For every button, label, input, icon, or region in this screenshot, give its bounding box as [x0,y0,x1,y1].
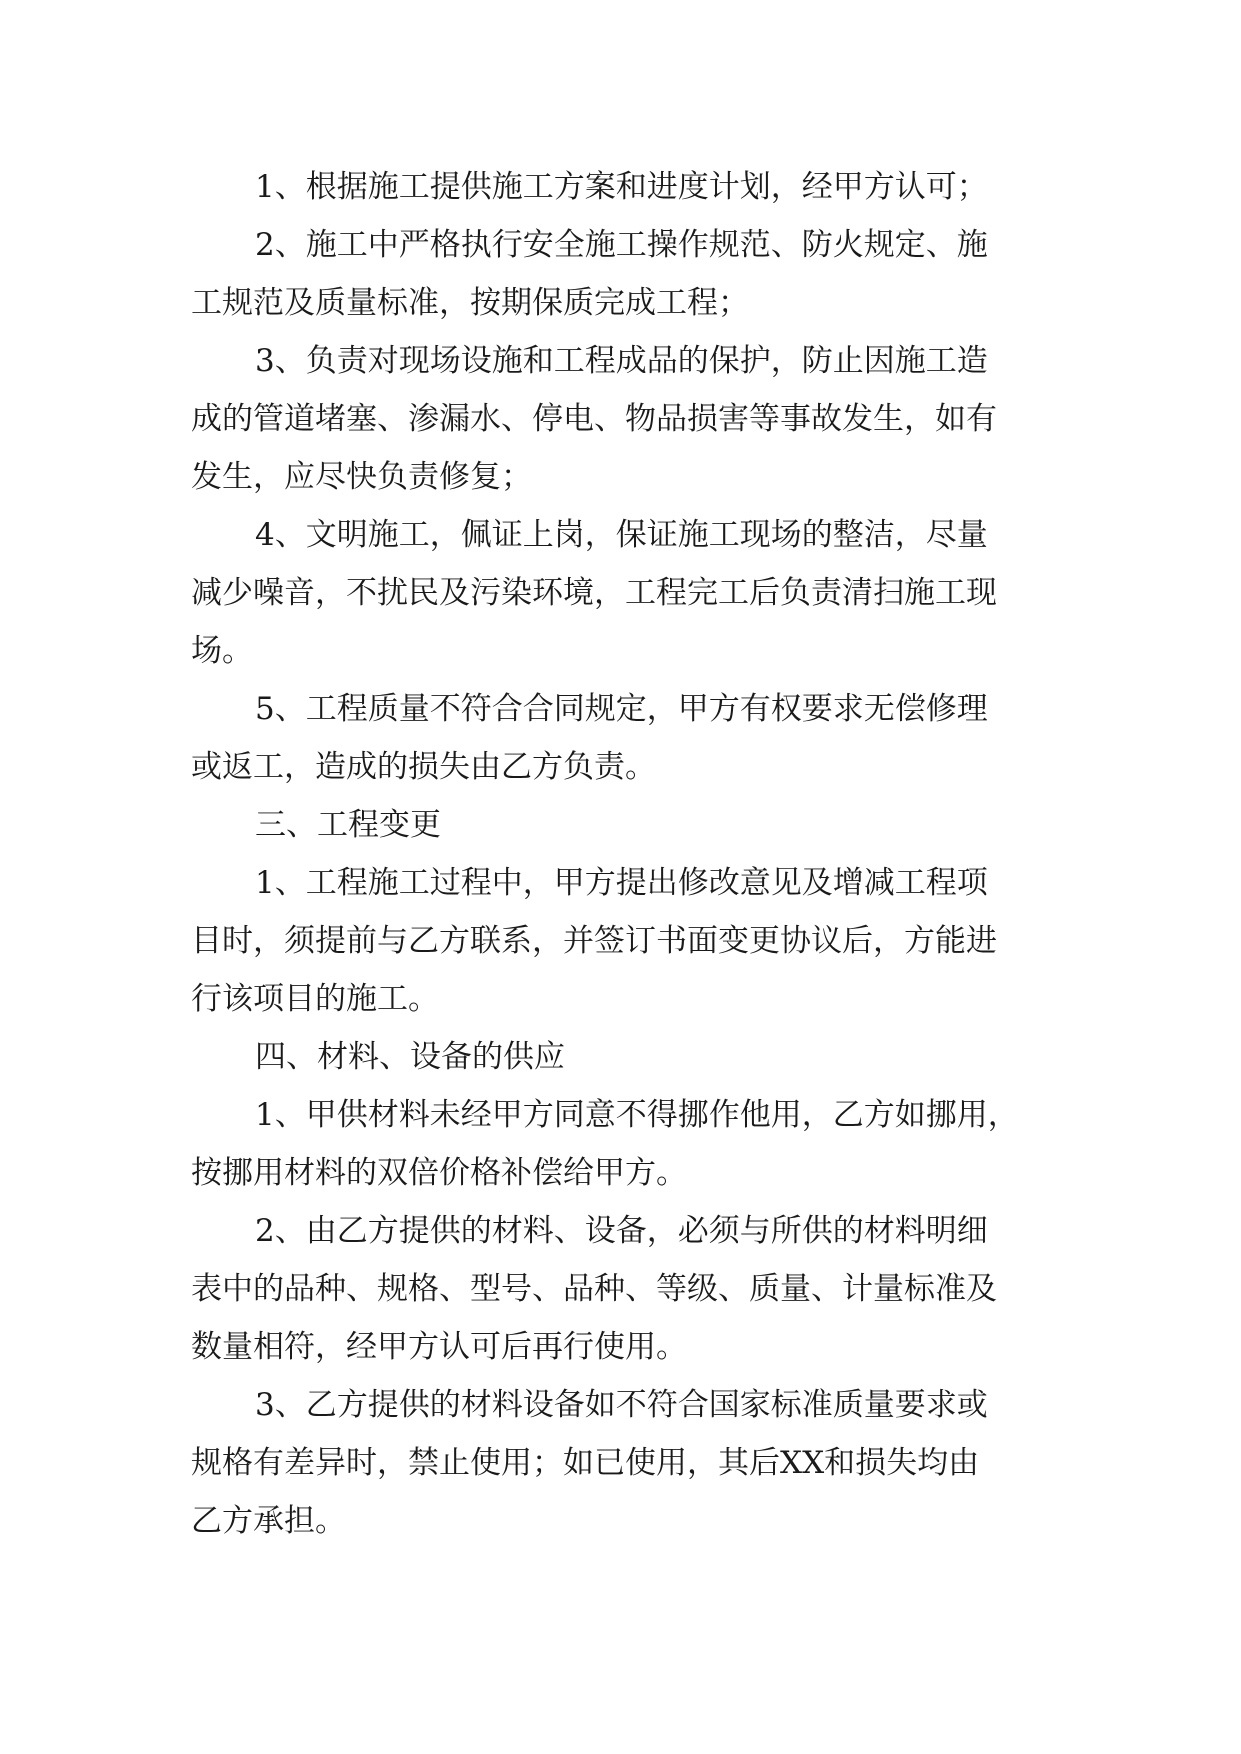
text-line: 工规范及质量标准，按期保质完成工程； [191,285,749,321]
text-line: 3、乙方提供的材料设备如不符合国家标准质量要求或 [255,1387,988,1423]
text-line: 数量相符，经甲方认可后再行使用。 [191,1329,687,1365]
text-line: 3、负责对现场设施和工程成品的保护，防止因施工造 [255,343,988,379]
text-line: 2、由乙方提供的材料、设备，必须与所供的材料明细 [255,1213,988,1249]
text-line: 4、文明施工，佩证上岗，保证施工现场的整洁，尽量 [255,517,988,553]
text-line: 1、甲供材料未经甲方同意不得挪作他用，乙方如挪用， [255,1097,1019,1133]
text-line: 规格有差异时，禁止使用；如已使用，其后XX和损失均由 [191,1445,980,1481]
text-line: 行该项目的施工。 [191,981,439,1017]
text-line: 目时，须提前与乙方联系，并签订书面变更协议后，方能进 [191,923,997,959]
text-line: 按挪用材料的双倍价格补偿给甲方。 [191,1155,687,1191]
text-line: 乙方承担。 [191,1503,346,1539]
text-line: 减少噪音，不扰民及污染环境，工程完工后负责清扫施工现 [191,575,997,611]
section-heading: 四、材料、设备的供应 [255,1039,565,1075]
text-line: 1、工程施工过程中，甲方提出修改意见及增减工程项 [255,865,988,901]
text-line: 或返工，造成的损失由乙方负责。 [191,749,656,785]
text-line: 发生，应尽快负责修复； [191,459,532,495]
text-line: 场。 [191,633,253,669]
text-line: 5、工程质量不符合合同规定，甲方有权要求无偿修理 [255,691,988,727]
text-line: 表中的品种、规格、型号、品种、等级、质量、计量标准及 [191,1271,997,1307]
section-heading: 三、工程变更 [255,807,441,843]
text-line: 2、施工中严格执行安全施工操作规范、防火规定、施 [255,227,988,263]
text-line: 成的管道堵塞、渗漏水、停电、物品损害等事故发生，如有 [191,401,997,437]
text-line: 1、根据施工提供施工方案和进度计划，经甲方认可； [255,169,988,205]
